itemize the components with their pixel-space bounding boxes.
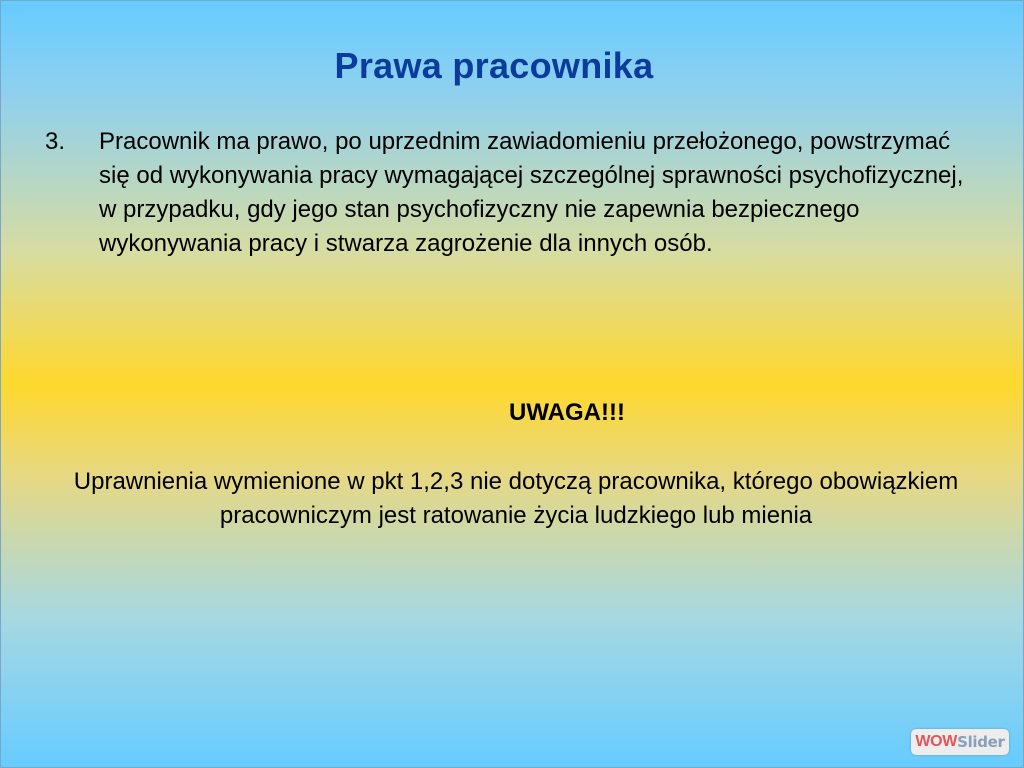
- warning-heading: UWAGA!!!: [509, 399, 625, 426]
- numbered-point: [45, 125, 975, 261]
- slide-title: Prawa pracownika: [334, 45, 654, 86]
- wowslider-logo: [911, 729, 1009, 755]
- logo-text-wow: WOW: [915, 733, 958, 750]
- point-number: 3.: [45, 128, 66, 155]
- warning-note: Uprawnienia wymienione w pkt 1,2,3 nie dotyczą pracownika, którego obowiązkiem pracowniczym jest ratowanie życia ludzkiego lub mienia: [73, 468, 959, 529]
- logo-text-slider: Slider: [957, 733, 1005, 751]
- point-text: Pracownik ma prawo, po uprzednim zawiadomieniu przełożonego, powstrzymać się od wykonywania pracy wymagającej szczególnej sprawności psychofizycznej, w przypadku, gdy jego stan psychofizyczny nie zapewnia bezpiecznego wykonywania pracy i stwarza zagrożenie dla innych osób.: [99, 128, 964, 257]
